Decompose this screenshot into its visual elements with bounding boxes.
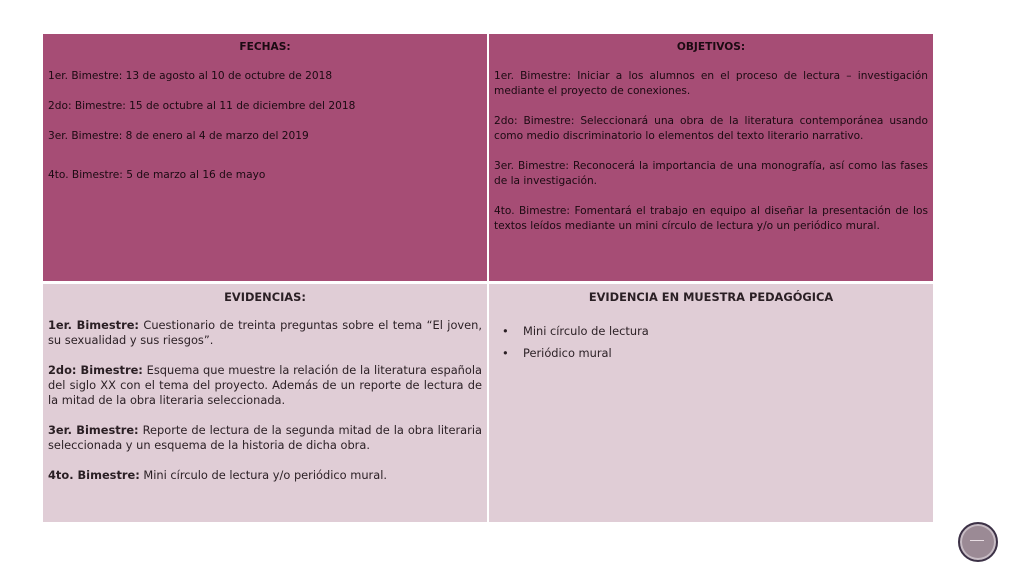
evidencia-item: 2do: Bimestre: Esquema que muestre la relación de la literatura española del siglo XX con el tema del proyecto. Además de un reporte de lectura de la mitad de la obra literaria seleccionada. [48,363,483,407]
muestra-heading: EVIDENCIA EN MUESTRA PEDAGÓGICA [588,290,834,304]
fechas-item: 1er. Bimestre: 13 de agosto al 10 de octubre de 2018 [48,70,333,82]
objetivos-item: 3er. Bimestre: Reconocerá la importancia de una monografía, así como las fases de la investigación. [494,160,928,187]
objetivos-heading: OBJETIVOS: [676,41,746,53]
bullet-icon: • [502,324,509,338]
evidencia-item: 3er. Bimestre: Reporte de lectura de la segunda mitad de la obra literaria seleccionada y un esquema de la historia de dicha obra. [48,423,482,452]
evidencias-cell [43,284,489,522]
objetivos-item: 2do: Bimestre: Seleccionará una obra de la literatura contemporánea usando como medio discriminatorio lo elementos del texto literario narrativo. [494,115,928,142]
evidencia-item: 1er. Bimestre: Cuestionario de treinta preguntas sobre el tema “El joven, su sexualidad y sus riesgos”. [48,318,483,347]
fechas-item: 2do: Bimestre: 15 de octubre al 11 de diciembre del 2018 [48,100,356,112]
bullet-icon: • [502,346,509,360]
fechas-item: 3er. Bimestre: 8 de enero al 4 de marzo del 2019 [48,130,309,142]
fechas-item: 4to. Bimestre: 5 de marzo al 16 de mayo [48,169,266,181]
fechas-heading: FECHAS: [239,41,291,53]
evidencias-heading: EVIDENCIAS: [224,290,306,304]
muestra-list [494,324,928,361]
fechas-cell [43,34,489,284]
list-item: • Mini círculo de lectura [502,324,649,338]
list-item: • Periódico mural [502,346,612,360]
evidencia-item: 4to. Bimestre: Mini círculo de lectura y/o periódico mural. [48,468,388,482]
objetivos-cell [489,34,933,284]
objetivos-item: 4to. Bimestre: Fomentará el trabajo en equipo al diseñar la presentación de los textos leídos mediante un mini círculo de lectura y/o un periódico mural. [494,205,928,232]
badge-accent-line [970,540,984,541]
bimester-table [43,34,933,522]
muestra-cell [489,284,933,522]
slide-number-badge [958,522,998,562]
objetivos-item: 1er. Bimestre: Iniciar a los alumnos en el proceso de lectura – investigación mediante el proyecto de conexiones. [494,70,928,97]
